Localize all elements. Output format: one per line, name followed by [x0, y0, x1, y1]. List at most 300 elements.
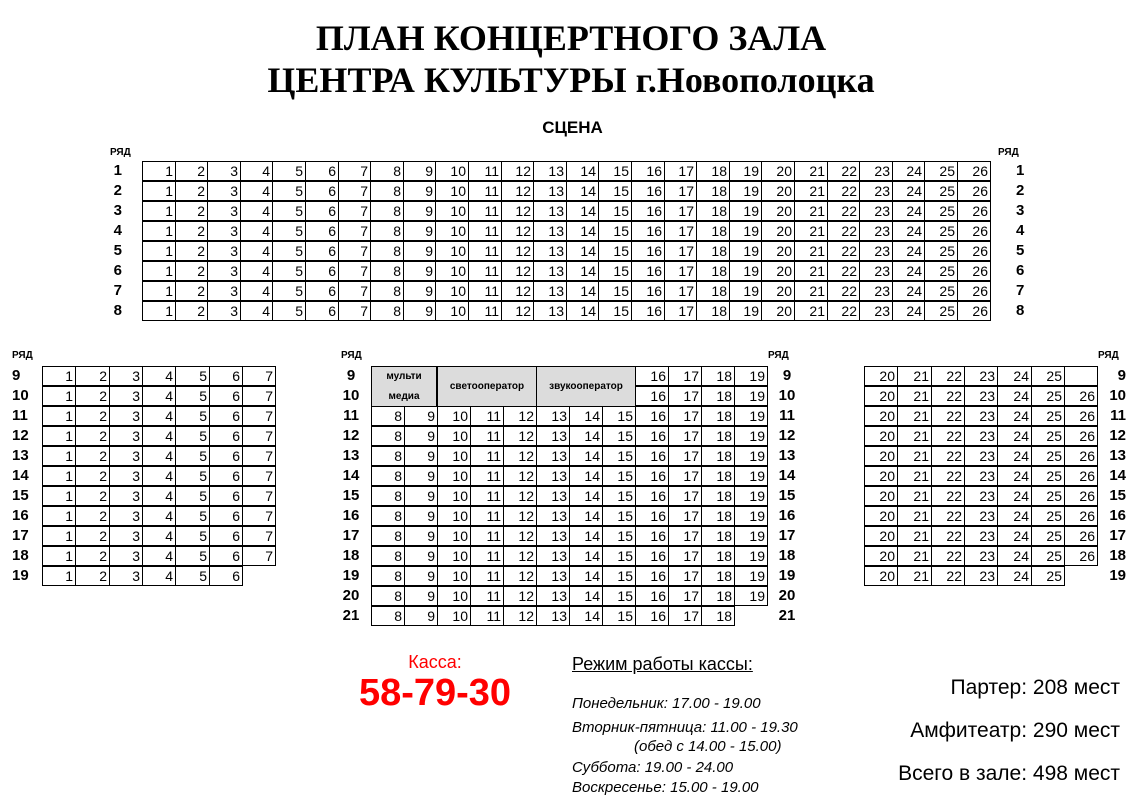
seat[interactable]: 26 [957, 261, 991, 281]
seat[interactable]: 13 [533, 241, 567, 261]
seat[interactable]: 5 [175, 506, 210, 526]
seat[interactable]: 22 [827, 261, 860, 281]
seat[interactable]: 19 [734, 546, 768, 566]
seat[interactable]: 9 [403, 261, 436, 281]
seat[interactable]: 1 [42, 546, 76, 566]
seat[interactable]: 25 [1031, 526, 1065, 546]
seat[interactable]: 16 [635, 406, 669, 426]
seat[interactable]: 3 [109, 406, 143, 426]
seat[interactable]: 2 [175, 261, 208, 281]
seat[interactable]: 16 [631, 301, 665, 321]
seat[interactable]: 23 [964, 406, 998, 426]
seat[interactable]: 13 [533, 301, 567, 321]
seat[interactable]: 5 [175, 386, 210, 406]
seat[interactable]: 7 [242, 486, 276, 506]
seat[interactable]: 11 [468, 261, 502, 281]
seat[interactable]: 17 [668, 446, 702, 466]
seat[interactable]: 6 [209, 426, 243, 446]
seat[interactable]: 13 [536, 586, 570, 606]
seat[interactable]: 3 [109, 366, 143, 386]
seat[interactable]: 11 [470, 566, 504, 586]
seat[interactable]: 25 [1031, 366, 1065, 386]
seat[interactable]: 16 [635, 366, 669, 386]
seat[interactable]: 7 [242, 366, 276, 386]
seat[interactable]: 3 [109, 526, 143, 546]
seat[interactable]: 9 [403, 241, 436, 261]
seat[interactable]: 2 [175, 281, 208, 301]
seat[interactable]: 26 [1064, 466, 1098, 486]
seat[interactable]: 12 [503, 526, 537, 546]
seat[interactable]: 22 [931, 546, 965, 566]
seat[interactable]: 15 [598, 281, 632, 301]
seat[interactable]: 15 [602, 586, 636, 606]
seat[interactable]: 8 [370, 301, 404, 321]
seat[interactable]: 17 [668, 466, 702, 486]
seat[interactable]: 4 [240, 241, 273, 261]
seat[interactable]: 21 [794, 161, 828, 181]
seat[interactable]: 3 [207, 161, 241, 181]
seat[interactable]: 4 [240, 181, 273, 201]
seat[interactable]: 22 [931, 466, 965, 486]
seat[interactable]: 23 [964, 366, 998, 386]
seat[interactable]: 6 [209, 466, 243, 486]
seat[interactable]: 9 [403, 281, 436, 301]
seat[interactable]: 20 [864, 506, 898, 526]
seat[interactable]: 23 [859, 221, 893, 241]
seat[interactable]: 21 [897, 426, 932, 446]
seat[interactable]: 4 [142, 506, 176, 526]
seat[interactable]: 14 [566, 201, 599, 221]
seat[interactable]: 25 [1031, 466, 1065, 486]
seat[interactable]: 2 [175, 221, 208, 241]
seat[interactable]: 24 [892, 181, 925, 201]
seat[interactable]: 3 [109, 506, 143, 526]
seat[interactable]: 26 [1064, 486, 1098, 506]
seat[interactable]: 14 [569, 406, 603, 426]
seat[interactable]: 19 [734, 506, 768, 526]
seat[interactable]: 26 [1064, 406, 1098, 426]
seat[interactable]: 20 [864, 446, 898, 466]
seat[interactable]: 9 [403, 181, 436, 201]
seat[interactable]: 14 [569, 586, 603, 606]
seat[interactable]: 23 [859, 241, 893, 261]
seat[interactable]: 3 [207, 221, 241, 241]
seat[interactable]: 15 [602, 486, 636, 506]
seat[interactable]: 15 [602, 606, 636, 626]
seat[interactable]: 16 [635, 466, 669, 486]
seat[interactable]: 17 [664, 161, 697, 181]
seat[interactable]: 2 [175, 181, 208, 201]
seat[interactable]: 4 [142, 486, 176, 506]
seat[interactable]: 15 [602, 466, 636, 486]
seat[interactable]: 21 [897, 546, 932, 566]
seat[interactable]: 17 [664, 221, 697, 241]
seat[interactable]: 6 [305, 201, 339, 221]
seat[interactable]: 12 [501, 301, 534, 321]
seat[interactable]: 3 [109, 486, 143, 506]
seat[interactable]: 18 [701, 586, 735, 606]
seat[interactable]: 18 [696, 281, 730, 301]
seat[interactable]: 19 [734, 386, 768, 406]
seat[interactable]: 4 [142, 446, 176, 466]
seat[interactable]: 15 [598, 301, 632, 321]
seat[interactable]: 5 [175, 426, 210, 446]
seat[interactable]: 12 [503, 546, 537, 566]
seat[interactable]: 1 [42, 566, 76, 586]
seat[interactable]: 9 [404, 466, 438, 486]
seat[interactable]: 11 [468, 301, 502, 321]
seat[interactable]: 4 [240, 281, 273, 301]
seat[interactable]: 6 [209, 486, 243, 506]
seat[interactable]: 19 [729, 301, 762, 321]
seat[interactable]: 7 [242, 426, 276, 446]
seat[interactable]: 18 [701, 446, 735, 466]
seat[interactable]: 8 [371, 546, 405, 566]
seat[interactable]: 5 [175, 466, 210, 486]
seat[interactable]: 9 [403, 221, 436, 241]
seat[interactable]: 10 [435, 281, 469, 301]
seat[interactable]: 17 [668, 546, 702, 566]
seat[interactable]: 6 [305, 181, 339, 201]
seat[interactable]: 20 [864, 486, 898, 506]
seat[interactable]: 12 [503, 506, 537, 526]
seat[interactable]: 7 [338, 261, 371, 281]
seat[interactable]: 17 [668, 526, 702, 546]
seat[interactable]: 8 [370, 221, 404, 241]
seat[interactable]: 5 [272, 261, 306, 281]
seat[interactable]: 9 [404, 606, 438, 626]
seat[interactable]: 12 [501, 261, 534, 281]
seat[interactable]: 25 [1031, 546, 1065, 566]
seat[interactable]: 5 [175, 546, 210, 566]
seat[interactable]: 6 [209, 546, 243, 566]
seat[interactable]: 23 [964, 566, 998, 586]
seat[interactable]: 8 [370, 241, 404, 261]
seat[interactable]: 21 [897, 466, 932, 486]
seat[interactable]: 12 [501, 181, 534, 201]
seat[interactable]: 18 [701, 386, 735, 406]
seat[interactable]: 14 [566, 161, 599, 181]
seat[interactable]: 26 [1064, 446, 1098, 466]
seat[interactable]: 21 [794, 221, 828, 241]
seat[interactable]: 17 [668, 386, 702, 406]
seat[interactable]: 19 [734, 526, 768, 546]
seat[interactable]: 19 [734, 566, 768, 586]
seat[interactable]: 12 [503, 446, 537, 466]
seat[interactable]: 7 [338, 241, 371, 261]
seat[interactable]: 3 [207, 281, 241, 301]
seat[interactable]: 1 [142, 221, 176, 241]
seat[interactable]: 26 [1064, 386, 1098, 406]
seat[interactable]: 15 [602, 426, 636, 446]
seat[interactable]: 20 [864, 566, 898, 586]
seat[interactable]: 5 [175, 526, 210, 546]
seat[interactable]: 10 [435, 241, 469, 261]
seat[interactable]: 7 [242, 506, 276, 526]
seat[interactable]: 23 [964, 386, 998, 406]
seat[interactable]: 10 [437, 606, 471, 626]
seat[interactable]: 1 [142, 241, 176, 261]
seat[interactable]: 12 [503, 406, 537, 426]
seat[interactable]: 3 [207, 301, 241, 321]
seat[interactable]: 8 [370, 181, 404, 201]
seat[interactable]: 20 [761, 161, 795, 181]
seat[interactable]: 19 [729, 261, 762, 281]
seat[interactable]: 17 [664, 281, 697, 301]
seat[interactable]: 12 [501, 221, 534, 241]
seat[interactable]: 20 [761, 261, 795, 281]
seat[interactable]: 18 [701, 486, 735, 506]
seat[interactable]: 22 [931, 566, 965, 586]
seat[interactable]: 13 [533, 161, 567, 181]
seat[interactable]: 19 [729, 281, 762, 301]
seat[interactable]: 23 [964, 546, 998, 566]
seat[interactable]: 9 [403, 301, 436, 321]
seat[interactable]: 19 [734, 406, 768, 426]
seat[interactable]: 16 [635, 506, 669, 526]
seat[interactable]: 14 [566, 281, 599, 301]
seat[interactable]: 1 [42, 426, 76, 446]
seat-empty[interactable] [1064, 366, 1098, 386]
seat[interactable]: 25 [1031, 506, 1065, 526]
seat[interactable]: 8 [370, 261, 404, 281]
seat[interactable]: 14 [569, 446, 603, 466]
seat[interactable]: 13 [536, 506, 570, 526]
seat[interactable]: 10 [435, 221, 469, 241]
seat[interactable]: 4 [142, 566, 176, 586]
seat[interactable]: 22 [827, 301, 860, 321]
seat[interactable]: 13 [533, 261, 567, 281]
seat[interactable]: 11 [470, 466, 504, 486]
seat[interactable]: 3 [109, 446, 143, 466]
seat[interactable]: 10 [435, 261, 469, 281]
seat[interactable]: 2 [75, 386, 110, 406]
seat[interactable]: 12 [501, 201, 534, 221]
seat[interactable]: 16 [635, 386, 669, 406]
seat[interactable]: 10 [437, 506, 471, 526]
seat[interactable]: 18 [701, 366, 735, 386]
seat[interactable]: 26 [1064, 426, 1098, 446]
seat[interactable]: 18 [696, 241, 730, 261]
seat[interactable]: 11 [470, 606, 504, 626]
seat[interactable]: 1 [42, 486, 76, 506]
seat[interactable]: 20 [864, 546, 898, 566]
seat[interactable]: 21 [794, 241, 828, 261]
seat[interactable]: 25 [1031, 486, 1065, 506]
seat[interactable]: 17 [668, 586, 702, 606]
seat[interactable]: 3 [207, 201, 241, 221]
seat[interactable]: 2 [175, 301, 208, 321]
seat[interactable]: 5 [272, 181, 306, 201]
seat[interactable]: 4 [240, 201, 273, 221]
seat[interactable]: 18 [701, 466, 735, 486]
seat[interactable]: 2 [75, 446, 110, 466]
seat[interactable]: 2 [175, 201, 208, 221]
seat[interactable]: 18 [696, 161, 730, 181]
seat[interactable]: 10 [437, 486, 471, 506]
seat[interactable]: 3 [207, 261, 241, 281]
seat[interactable]: 15 [602, 546, 636, 566]
seat[interactable]: 9 [403, 201, 436, 221]
seat[interactable]: 2 [75, 466, 110, 486]
seat[interactable]: 26 [957, 301, 991, 321]
seat[interactable]: 6 [209, 386, 243, 406]
seat[interactable]: 14 [569, 466, 603, 486]
seat[interactable]: 6 [209, 406, 243, 426]
seat[interactable]: 12 [503, 606, 537, 626]
seat[interactable]: 1 [42, 466, 76, 486]
seat[interactable]: 22 [827, 201, 860, 221]
seat[interactable]: 8 [371, 586, 405, 606]
seat[interactable]: 17 [668, 426, 702, 446]
seat[interactable]: 2 [75, 546, 110, 566]
seat[interactable]: 7 [338, 181, 371, 201]
seat[interactable]: 19 [734, 426, 768, 446]
seat[interactable]: 25 [1031, 446, 1065, 466]
seat[interactable]: 10 [437, 526, 471, 546]
seat[interactable]: 15 [598, 261, 632, 281]
seat[interactable]: 12 [501, 241, 534, 261]
seat[interactable]: 7 [338, 221, 371, 241]
seat[interactable]: 8 [371, 466, 405, 486]
seat[interactable]: 3 [207, 241, 241, 261]
seat[interactable]: 5 [272, 301, 306, 321]
seat[interactable]: 17 [664, 301, 697, 321]
seat[interactable]: 22 [931, 526, 965, 546]
seat[interactable]: 24 [997, 446, 1032, 466]
seat[interactable]: 2 [75, 526, 110, 546]
seat[interactable]: 2 [175, 241, 208, 261]
seat[interactable]: 5 [272, 281, 306, 301]
seat[interactable]: 11 [470, 426, 504, 446]
seat[interactable]: 8 [371, 506, 405, 526]
seat[interactable]: 24 [997, 406, 1032, 426]
seat[interactable]: 14 [569, 606, 603, 626]
seat[interactable]: 11 [468, 201, 502, 221]
seat[interactable]: 18 [701, 546, 735, 566]
seat[interactable]: 12 [503, 426, 537, 446]
seat[interactable]: 1 [142, 281, 176, 301]
seat[interactable]: 21 [897, 506, 932, 526]
seat[interactable]: 6 [209, 506, 243, 526]
seat[interactable]: 12 [501, 161, 534, 181]
seat[interactable]: 16 [635, 546, 669, 566]
seat[interactable]: 22 [827, 161, 860, 181]
seat[interactable]: 25 [924, 301, 958, 321]
seat[interactable]: 11 [468, 221, 502, 241]
seat[interactable]: 9 [404, 446, 438, 466]
seat[interactable]: 10 [437, 466, 471, 486]
seat[interactable]: 26 [957, 241, 991, 261]
seat[interactable]: 21 [794, 181, 828, 201]
seat[interactable]: 14 [566, 181, 599, 201]
seat[interactable]: 16 [635, 586, 669, 606]
seat[interactable]: 10 [437, 406, 471, 426]
seat[interactable]: 21 [897, 366, 932, 386]
seat[interactable]: 4 [142, 526, 176, 546]
seat[interactable]: 11 [470, 586, 504, 606]
seat[interactable]: 20 [864, 406, 898, 426]
seat[interactable]: 5 [175, 446, 210, 466]
seat[interactable]: 4 [142, 466, 176, 486]
seat[interactable]: 15 [598, 181, 632, 201]
seat[interactable]: 26 [957, 201, 991, 221]
seat[interactable]: 3 [109, 466, 143, 486]
seat[interactable]: 24 [892, 281, 925, 301]
seat[interactable]: 2 [75, 366, 110, 386]
seat[interactable]: 6 [305, 161, 339, 181]
seat[interactable]: 11 [470, 486, 504, 506]
seat[interactable]: 19 [734, 366, 768, 386]
seat[interactable]: 23 [859, 281, 893, 301]
seat[interactable]: 19 [729, 221, 762, 241]
seat[interactable]: 6 [305, 261, 339, 281]
seat[interactable]: 25 [924, 261, 958, 281]
seat[interactable]: 23 [964, 526, 998, 546]
seat[interactable]: 3 [109, 386, 143, 406]
seat[interactable]: 5 [272, 241, 306, 261]
seat[interactable]: 18 [696, 221, 730, 241]
seat[interactable]: 7 [338, 201, 371, 221]
seat[interactable]: 15 [602, 566, 636, 586]
seat[interactable]: 24 [997, 506, 1032, 526]
seat[interactable]: 6 [209, 366, 243, 386]
seat[interactable]: 17 [668, 506, 702, 526]
seat[interactable]: 8 [371, 446, 405, 466]
seat[interactable]: 2 [175, 161, 208, 181]
seat[interactable]: 3 [109, 426, 143, 446]
seat[interactable]: 17 [664, 201, 697, 221]
seat[interactable]: 2 [75, 426, 110, 446]
seat[interactable]: 7 [242, 446, 276, 466]
seat[interactable]: 1 [142, 261, 176, 281]
seat[interactable]: 16 [635, 486, 669, 506]
seat[interactable]: 5 [175, 406, 210, 426]
seat[interactable]: 4 [142, 406, 176, 426]
seat[interactable]: 20 [864, 426, 898, 446]
seat[interactable]: 1 [142, 301, 176, 321]
seat[interactable]: 5 [175, 566, 210, 586]
seat[interactable]: 4 [240, 301, 273, 321]
seat[interactable]: 25 [1031, 386, 1065, 406]
seat[interactable]: 25 [924, 281, 958, 301]
seat[interactable]: 14 [569, 566, 603, 586]
seat[interactable]: 5 [272, 161, 306, 181]
seat[interactable]: 4 [142, 546, 176, 566]
seat[interactable]: 19 [729, 161, 762, 181]
seat[interactable]: 22 [931, 426, 965, 446]
seat[interactable]: 6 [305, 301, 339, 321]
seat[interactable]: 14 [566, 261, 599, 281]
seat[interactable]: 16 [631, 181, 665, 201]
seat[interactable]: 17 [664, 181, 697, 201]
seat[interactable]: 5 [272, 201, 306, 221]
seat[interactable]: 11 [470, 506, 504, 526]
seat[interactable]: 21 [897, 526, 932, 546]
seat[interactable]: 10 [437, 446, 471, 466]
seat[interactable]: 14 [566, 301, 599, 321]
seat[interactable]: 4 [142, 386, 176, 406]
seat[interactable]: 24 [997, 466, 1032, 486]
seat[interactable]: 10 [435, 301, 469, 321]
seat[interactable]: 24 [997, 386, 1032, 406]
seat[interactable]: 17 [668, 406, 702, 426]
seat[interactable]: 1 [42, 366, 76, 386]
seat[interactable]: 8 [371, 426, 405, 446]
seat[interactable]: 4 [142, 426, 176, 446]
seat[interactable]: 13 [536, 486, 570, 506]
seat[interactable]: 15 [598, 241, 632, 261]
